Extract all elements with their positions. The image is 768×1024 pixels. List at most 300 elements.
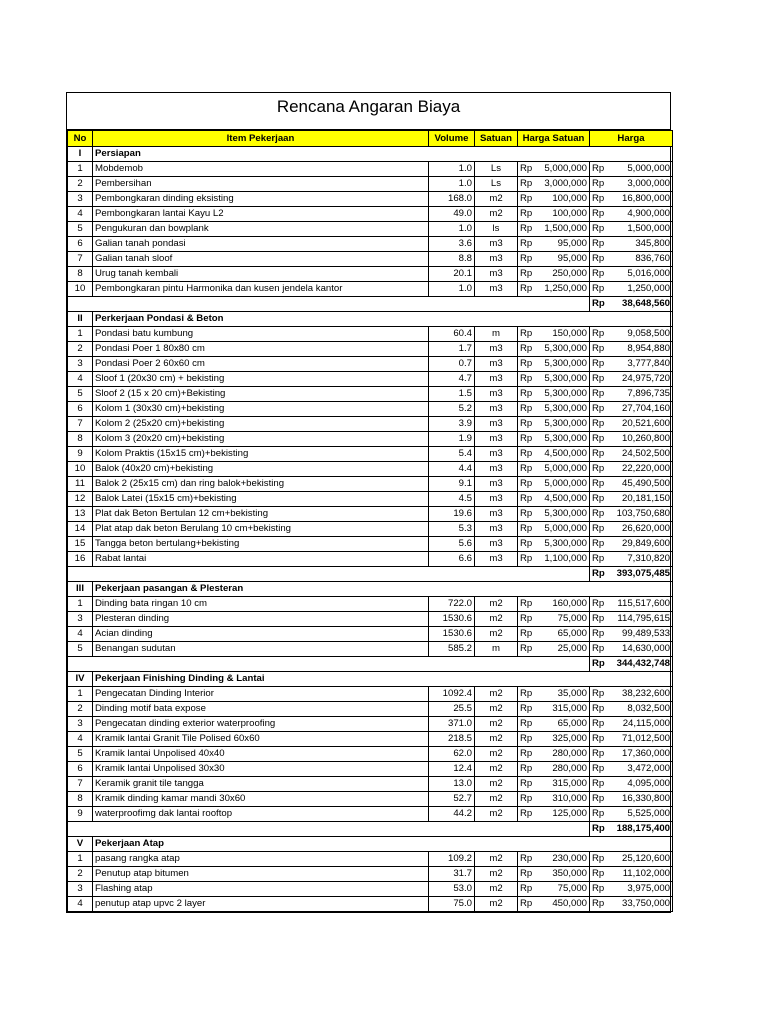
row-harga-satuan-cell (518, 537, 590, 552)
currency-label: Rp (520, 523, 533, 534)
row-harga: 5,000,000 (627, 163, 670, 174)
row-item: Kramik dinding kamar mandi 30x60 (93, 792, 429, 807)
row-number: 5 (68, 222, 93, 237)
row-harga-satuan: 65,000 (557, 718, 587, 729)
row-harga-satuan-cell (518, 432, 590, 447)
row-harga-cell (590, 507, 673, 522)
row-harga-cell (590, 597, 673, 612)
row-satuan: m2 (475, 717, 518, 732)
currency-label: Rp (592, 463, 605, 474)
row-harga-satuan-cell (518, 222, 590, 237)
currency-label: Rp (592, 358, 605, 369)
section-total: 38,648,560 (621, 298, 670, 309)
row-harga-cell (590, 282, 673, 297)
row-item: Tangga beton bertulang+bekisting (93, 537, 429, 552)
currency-label: Rp (520, 598, 533, 609)
table-row (68, 417, 673, 432)
row-satuan: m3 (475, 357, 518, 372)
currency-label: Rp (592, 493, 605, 504)
currency-label: Rp (592, 613, 605, 624)
header-volume: Volume (429, 131, 475, 147)
currency-label: Rp (520, 868, 533, 879)
header-harga: Harga (590, 131, 673, 147)
row-item: Flashing atap (93, 882, 429, 897)
currency-label: Rp (520, 748, 533, 759)
row-item: Plesteran dinding (93, 612, 429, 627)
row-harga-satuan: 5,300,000 (544, 388, 587, 399)
currency-label: Rp (592, 898, 605, 909)
section-total: 344,432,748 (616, 658, 670, 669)
row-harga-satuan-cell (518, 402, 590, 417)
total-spacer (68, 657, 590, 672)
row-harga-satuan-cell (518, 267, 590, 282)
row-harga-cell (590, 642, 673, 657)
table-row (68, 642, 673, 657)
row-item: Sloof 2 (15 x 20 cm)+Bekisting (93, 387, 429, 402)
row-item: Galian tanah pondasi (93, 237, 429, 252)
section-total-row (68, 297, 673, 312)
row-satuan: m3 (475, 342, 518, 357)
row-harga-satuan: 315,000 (552, 703, 587, 714)
row-harga: 20,521,600 (621, 418, 670, 429)
row-item: Keramik granit tile tangga (93, 777, 429, 792)
row-harga-satuan-cell (518, 177, 590, 192)
currency-label: Rp (592, 478, 605, 489)
row-number: 10 (68, 282, 93, 297)
currency-label: Rp (592, 778, 605, 789)
row-harga-cell (590, 717, 673, 732)
row-harga: 27,704,160 (621, 403, 670, 414)
row-harga: 3,000,000 (627, 178, 670, 189)
currency-label: Rp (592, 193, 605, 204)
table-row (68, 792, 673, 807)
row-harga-satuan: 25,000 (557, 643, 587, 654)
row-harga-cell (590, 237, 673, 252)
row-number: 14 (68, 522, 93, 537)
row-harga: 7,896,735 (627, 388, 670, 399)
row-harga: 5,016,000 (627, 268, 670, 279)
row-item: Pembongkaran pintu Harmonika dan kusen jendela kantor (93, 282, 429, 297)
currency-label: Rp (592, 733, 605, 744)
row-number: 9 (68, 807, 93, 822)
currency-label: Rp (592, 793, 605, 804)
table-row (68, 777, 673, 792)
section-row (68, 837, 673, 852)
row-volume: 1530.6 (429, 612, 475, 627)
row-volume: 49.0 (429, 207, 475, 222)
currency-label: Rp (520, 403, 533, 414)
currency-label: Rp (520, 493, 533, 504)
row-volume: 8.8 (429, 252, 475, 267)
table-row (68, 882, 673, 897)
currency-label: Rp (520, 733, 533, 744)
row-satuan: m (475, 642, 518, 657)
row-item: Balok (40x20 cm)+bekisting (93, 462, 429, 477)
row-harga: 24,502,500 (621, 448, 670, 459)
currency-label: Rp (520, 193, 533, 204)
row-harga-satuan: 95,000 (557, 238, 587, 249)
row-item: Kolom 2 (25x20 cm)+bekisting (93, 417, 429, 432)
row-harga-satuan-cell (518, 732, 590, 747)
row-harga-cell (590, 792, 673, 807)
row-harga: 24,115,000 (622, 718, 670, 729)
section-title: Pekerjaan Finishing Dinding & Lantai (93, 672, 673, 687)
section-number: I (68, 147, 93, 162)
row-harga-satuan: 5,300,000 (544, 418, 587, 429)
row-volume: 44.2 (429, 807, 475, 822)
row-item: Pondasi Poer 2 60x60 cm (93, 357, 429, 372)
row-harga-satuan: 75,000 (557, 613, 587, 624)
row-volume: 3.9 (429, 417, 475, 432)
row-harga-satuan: 150,000 (552, 328, 587, 339)
row-harga-satuan-cell (518, 552, 590, 567)
currency-label: Rp (592, 823, 605, 834)
row-harga-satuan: 100,000 (552, 208, 587, 219)
row-harga-satuan-cell (518, 387, 590, 402)
row-harga-satuan: 250,000 (552, 268, 587, 279)
row-harga: 99,489,533 (621, 628, 670, 639)
row-harga-satuan-cell (518, 492, 590, 507)
row-number: 4 (68, 372, 93, 387)
table-row (68, 537, 673, 552)
budget-table (67, 130, 673, 912)
section-total-cell (590, 567, 673, 582)
table-row (68, 402, 673, 417)
row-harga-satuan: 160,000 (552, 598, 587, 609)
currency-label: Rp (520, 643, 533, 654)
table-row (68, 687, 673, 702)
row-harga-cell (590, 447, 673, 462)
row-number: 4 (68, 897, 93, 912)
row-harga-satuan: 5,000,000 (544, 478, 587, 489)
row-harga: 345,800 (635, 238, 670, 249)
currency-label: Rp (592, 448, 605, 459)
currency-label: Rp (592, 658, 605, 669)
row-harga-cell (590, 357, 673, 372)
row-volume: 12.4 (429, 762, 475, 777)
row-number: 1 (68, 597, 93, 612)
row-volume: 4.5 (429, 492, 475, 507)
row-harga-satuan-cell (518, 687, 590, 702)
row-number: 4 (68, 207, 93, 222)
table-row (68, 252, 673, 267)
row-item: Pengecatan dinding exterior waterproofing (93, 717, 429, 732)
currency-label: Rp (520, 448, 533, 459)
section-number: III (68, 582, 93, 597)
currency-label: Rp (520, 433, 533, 444)
row-number: 9 (68, 447, 93, 462)
row-number: 3 (68, 717, 93, 732)
row-volume: 75.0 (429, 897, 475, 912)
row-item: Kramik lantai Unpolised 30x30 (93, 762, 429, 777)
row-satuan: m2 (475, 192, 518, 207)
section-row (68, 312, 673, 327)
row-harga-satuan: 5,300,000 (544, 508, 587, 519)
currency-label: Rp (520, 718, 533, 729)
currency-label: Rp (520, 553, 533, 564)
row-harga-satuan-cell (518, 327, 590, 342)
row-harga-cell (590, 462, 673, 477)
row-item: Balok 2 (25x15 cm) dan ring balok+bekisting (93, 477, 429, 492)
row-satuan: Ls (475, 162, 518, 177)
row-harga: 29,849,600 (621, 538, 670, 549)
row-harga-cell (590, 627, 673, 642)
row-item: waterproofimg dak lantai rooftop (93, 807, 429, 822)
section-total-row (68, 822, 673, 837)
row-volume: 0.7 (429, 357, 475, 372)
row-item: Kolom Praktis (15x15 cm)+bekisting (93, 447, 429, 462)
row-harga: 115,517,600 (617, 598, 670, 609)
row-number: 10 (68, 462, 93, 477)
row-item: Penutup atap bitumen (93, 867, 429, 882)
row-satuan: Ls (475, 177, 518, 192)
row-harga: 3,472,000 (627, 763, 670, 774)
row-number: 8 (68, 267, 93, 282)
row-harga-satuan: 65,000 (557, 628, 587, 639)
table-row (68, 627, 673, 642)
row-number: 12 (68, 492, 93, 507)
section-row (68, 147, 673, 162)
row-harga-satuan: 5,000,000 (544, 463, 587, 474)
currency-label: Rp (520, 463, 533, 474)
row-item: Pengecatan Dinding Interior (93, 687, 429, 702)
section-row (68, 582, 673, 597)
table-row (68, 192, 673, 207)
row-volume: 4.4 (429, 462, 475, 477)
row-satuan: m2 (475, 627, 518, 642)
row-harga: 4,900,000 (627, 208, 670, 219)
row-satuan: m2 (475, 852, 518, 867)
row-harga-satuan: 4,500,000 (544, 493, 587, 504)
section-title: Persiapan (93, 147, 673, 162)
row-harga-satuan-cell (518, 717, 590, 732)
row-harga-satuan: 5,300,000 (544, 358, 587, 369)
row-harga-satuan: 5,300,000 (544, 373, 587, 384)
currency-label: Rp (520, 883, 533, 894)
row-harga-satuan: 1,100,000 (544, 553, 587, 564)
row-harga-satuan-cell (518, 702, 590, 717)
currency-label: Rp (592, 523, 605, 534)
row-satuan: m3 (475, 252, 518, 267)
currency-label: Rp (592, 433, 605, 444)
row-harga-satuan: 4,500,000 (544, 448, 587, 459)
currency-label: Rp (520, 808, 533, 819)
currency-label: Rp (520, 358, 533, 369)
section-total-cell (590, 657, 673, 672)
row-harga: 20,181,150 (621, 493, 670, 504)
currency-label: Rp (592, 718, 605, 729)
table-row (68, 462, 673, 477)
currency-label: Rp (592, 298, 605, 309)
row-item: Pondasi Poer 1 80x80 cm (93, 342, 429, 357)
table-row (68, 732, 673, 747)
currency-label: Rp (520, 628, 533, 639)
row-number: 1 (68, 687, 93, 702)
row-satuan: m2 (475, 897, 518, 912)
row-harga-cell (590, 162, 673, 177)
total-spacer (68, 297, 590, 312)
currency-label: Rp (592, 763, 605, 774)
row-harga-satuan-cell (518, 162, 590, 177)
row-satuan: ls (475, 222, 518, 237)
row-volume: 5.6 (429, 537, 475, 552)
table-row (68, 162, 673, 177)
row-harga: 45,490,500 (621, 478, 670, 489)
row-number: 8 (68, 432, 93, 447)
row-harga-satuan-cell (518, 477, 590, 492)
row-harga-cell (590, 852, 673, 867)
currency-label: Rp (520, 778, 533, 789)
currency-label: Rp (520, 388, 533, 399)
row-satuan: m3 (475, 282, 518, 297)
section-number: V (68, 837, 93, 852)
row-harga-satuan-cell (518, 792, 590, 807)
row-satuan: m3 (475, 477, 518, 492)
row-harga: 22,220,000 (621, 463, 670, 474)
section-number: II (68, 312, 93, 327)
row-harga-cell (590, 612, 673, 627)
row-harga: 71,012,500 (621, 733, 670, 744)
table-row (68, 177, 673, 192)
table-row (68, 282, 673, 297)
section-title: Perkerjaan Pondasi & Beton (93, 312, 673, 327)
row-harga-satuan: 350,000 (552, 868, 587, 879)
row-volume: 168.0 (429, 192, 475, 207)
row-volume: 19.6 (429, 507, 475, 522)
budget-sheet (66, 92, 671, 913)
row-item: Balok Latei (15x15 cm)+bekisting (93, 492, 429, 507)
row-harga: 8,032,500 (627, 703, 670, 714)
currency-label: Rp (592, 253, 605, 264)
row-harga-cell (590, 897, 673, 912)
row-harga: 114,795,615 (617, 613, 670, 624)
row-volume: 1530.6 (429, 627, 475, 642)
row-harga-cell (590, 552, 673, 567)
row-harga-cell (590, 867, 673, 882)
row-volume: 1.0 (429, 177, 475, 192)
row-volume: 218.5 (429, 732, 475, 747)
row-harga-cell (590, 327, 673, 342)
row-satuan: m3 (475, 237, 518, 252)
total-spacer (68, 822, 590, 837)
currency-label: Rp (592, 508, 605, 519)
row-number: 2 (68, 177, 93, 192)
sheet-title: Rencana Angaran Biaya (67, 93, 670, 130)
row-number: 1 (68, 162, 93, 177)
row-satuan: m3 (475, 432, 518, 447)
currency-label: Rp (592, 208, 605, 219)
row-harga: 14,630,000 (621, 643, 670, 654)
row-number: 3 (68, 357, 93, 372)
row-number: 2 (68, 342, 93, 357)
row-harga-satuan-cell (518, 777, 590, 792)
row-harga-satuan-cell (518, 357, 590, 372)
row-harga-cell (590, 402, 673, 417)
row-volume: 5.3 (429, 522, 475, 537)
row-harga: 25,120,600 (621, 853, 670, 864)
row-item: Dinding bata ringan 10 cm (93, 597, 429, 612)
row-harga-cell (590, 252, 673, 267)
row-satuan: m2 (475, 747, 518, 762)
row-harga-satuan: 310,000 (552, 793, 587, 804)
row-harga-cell (590, 372, 673, 387)
row-satuan: m3 (475, 507, 518, 522)
currency-label: Rp (592, 568, 605, 579)
currency-label: Rp (592, 553, 605, 564)
table-row (68, 597, 673, 612)
row-harga-satuan-cell (518, 642, 590, 657)
row-harga-cell (590, 492, 673, 507)
row-harga-satuan-cell (518, 852, 590, 867)
row-harga-satuan-cell (518, 807, 590, 822)
row-item: Acian dinding (93, 627, 429, 642)
total-spacer (68, 567, 590, 582)
row-harga: 5,525,000 (627, 808, 670, 819)
currency-label: Rp (520, 238, 533, 249)
table-row (68, 852, 673, 867)
row-harga: 17,360,000 (621, 748, 670, 759)
currency-label: Rp (592, 643, 605, 654)
row-harga-satuan-cell (518, 342, 590, 357)
row-harga-satuan-cell (518, 882, 590, 897)
table-row (68, 447, 673, 462)
currency-label: Rp (592, 598, 605, 609)
row-harga: 16,330,800 (621, 793, 670, 804)
row-number: 7 (68, 777, 93, 792)
table-row (68, 717, 673, 732)
row-harga-cell (590, 762, 673, 777)
row-harga-cell (590, 747, 673, 762)
table-row (68, 387, 673, 402)
currency-label: Rp (592, 238, 605, 249)
row-item: Rabat lantai (93, 552, 429, 567)
row-satuan: m2 (475, 612, 518, 627)
row-harga: 1,500,000 (627, 223, 670, 234)
table-row (68, 327, 673, 342)
row-harga: 24,975,720 (621, 373, 670, 384)
currency-label: Rp (520, 688, 533, 699)
row-item: Kolom 3 (20x20 cm)+bekisting (93, 432, 429, 447)
row-harga: 10,260,800 (621, 433, 670, 444)
row-item: Pengukuran dan bowplank (93, 222, 429, 237)
row-satuan: m2 (475, 762, 518, 777)
currency-label: Rp (520, 343, 533, 354)
row-harga: 836,760 (635, 253, 670, 264)
currency-label: Rp (520, 418, 533, 429)
header-harga-satuan: Harga Satuan (518, 131, 590, 147)
row-volume: 62.0 (429, 747, 475, 762)
row-harga-satuan-cell (518, 192, 590, 207)
row-volume: 9.1 (429, 477, 475, 492)
currency-label: Rp (592, 403, 605, 414)
table-row (68, 762, 673, 777)
currency-label: Rp (520, 478, 533, 489)
row-item: Plat dak Beton Bertulan 12 cm+bekisting (93, 507, 429, 522)
currency-label: Rp (592, 223, 605, 234)
section-total: 188,175,400 (616, 823, 670, 834)
row-number: 8 (68, 792, 93, 807)
row-volume: 4.7 (429, 372, 475, 387)
currency-label: Rp (520, 373, 533, 384)
currency-label: Rp (592, 178, 605, 189)
table-row (68, 522, 673, 537)
row-harga-satuan: 5,300,000 (544, 538, 587, 549)
row-harga-satuan: 450,000 (552, 898, 587, 909)
currency-label: Rp (592, 628, 605, 639)
currency-label: Rp (520, 283, 533, 294)
table-body (68, 147, 673, 912)
row-item: pasang rangka atap (93, 852, 429, 867)
